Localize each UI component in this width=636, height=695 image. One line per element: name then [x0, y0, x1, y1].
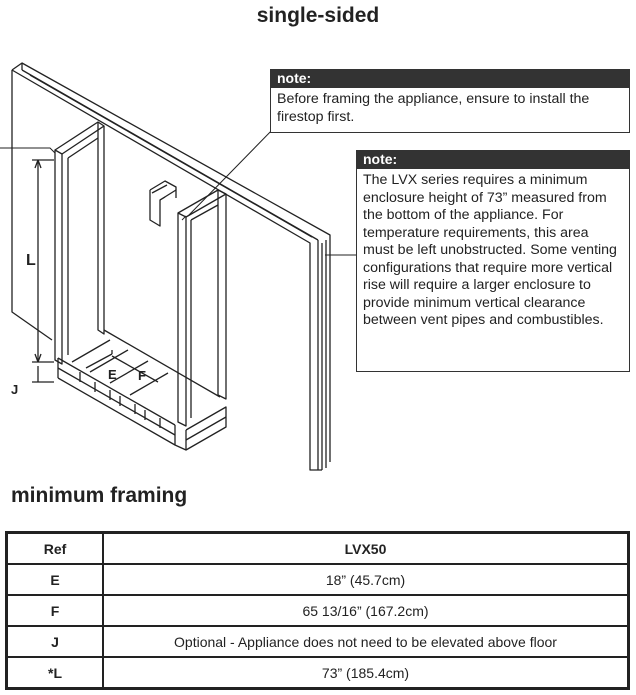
column-header-model: LVX50: [103, 533, 628, 564]
row-ref: *L: [7, 657, 103, 688]
enclosure-note: [356, 150, 630, 372]
note-label: note:: [271, 70, 629, 88]
table-row: [7, 564, 628, 595]
row-ref: J: [7, 626, 103, 657]
section-title: minimum framing: [11, 484, 188, 507]
row-ref: F: [7, 595, 103, 626]
label-l: L: [26, 252, 36, 269]
row-value: 73” (185.4cm): [103, 657, 628, 688]
note-label: note:: [357, 151, 629, 169]
label-f: F: [138, 368, 146, 383]
row-value: Optional - Appliance does not need to be elevated above floor: [103, 626, 628, 657]
table-row: [7, 657, 628, 688]
label-j: J: [11, 382, 19, 397]
row-ref: E: [7, 564, 103, 595]
firestop-note: [270, 69, 630, 133]
row-value: 18” (45.7cm): [103, 564, 628, 595]
table-row: [7, 595, 628, 626]
diagram-title: single-sided: [256, 4, 380, 27]
label-e: E: [108, 367, 117, 382]
note-text: The LVX series requires a minimum enclosure height of 73” measured from the bottom of the appliance. For temperature requirements, this area must be left unobstructed. Some venting configurations that require more vertical rise will require a larger enclosure to provide minimum vertical clearance between vent pipes and combustibles.: [363, 172, 617, 328]
note-text: Before framing the appliance, ensure to install the firestop first.: [277, 91, 590, 125]
minimum-framing-table: [5, 531, 630, 690]
table-header-row: [7, 533, 628, 564]
table-row: [7, 626, 628, 657]
column-header-ref: Ref: [7, 533, 103, 564]
row-value: 65 13/16” (167.2cm): [103, 595, 628, 626]
